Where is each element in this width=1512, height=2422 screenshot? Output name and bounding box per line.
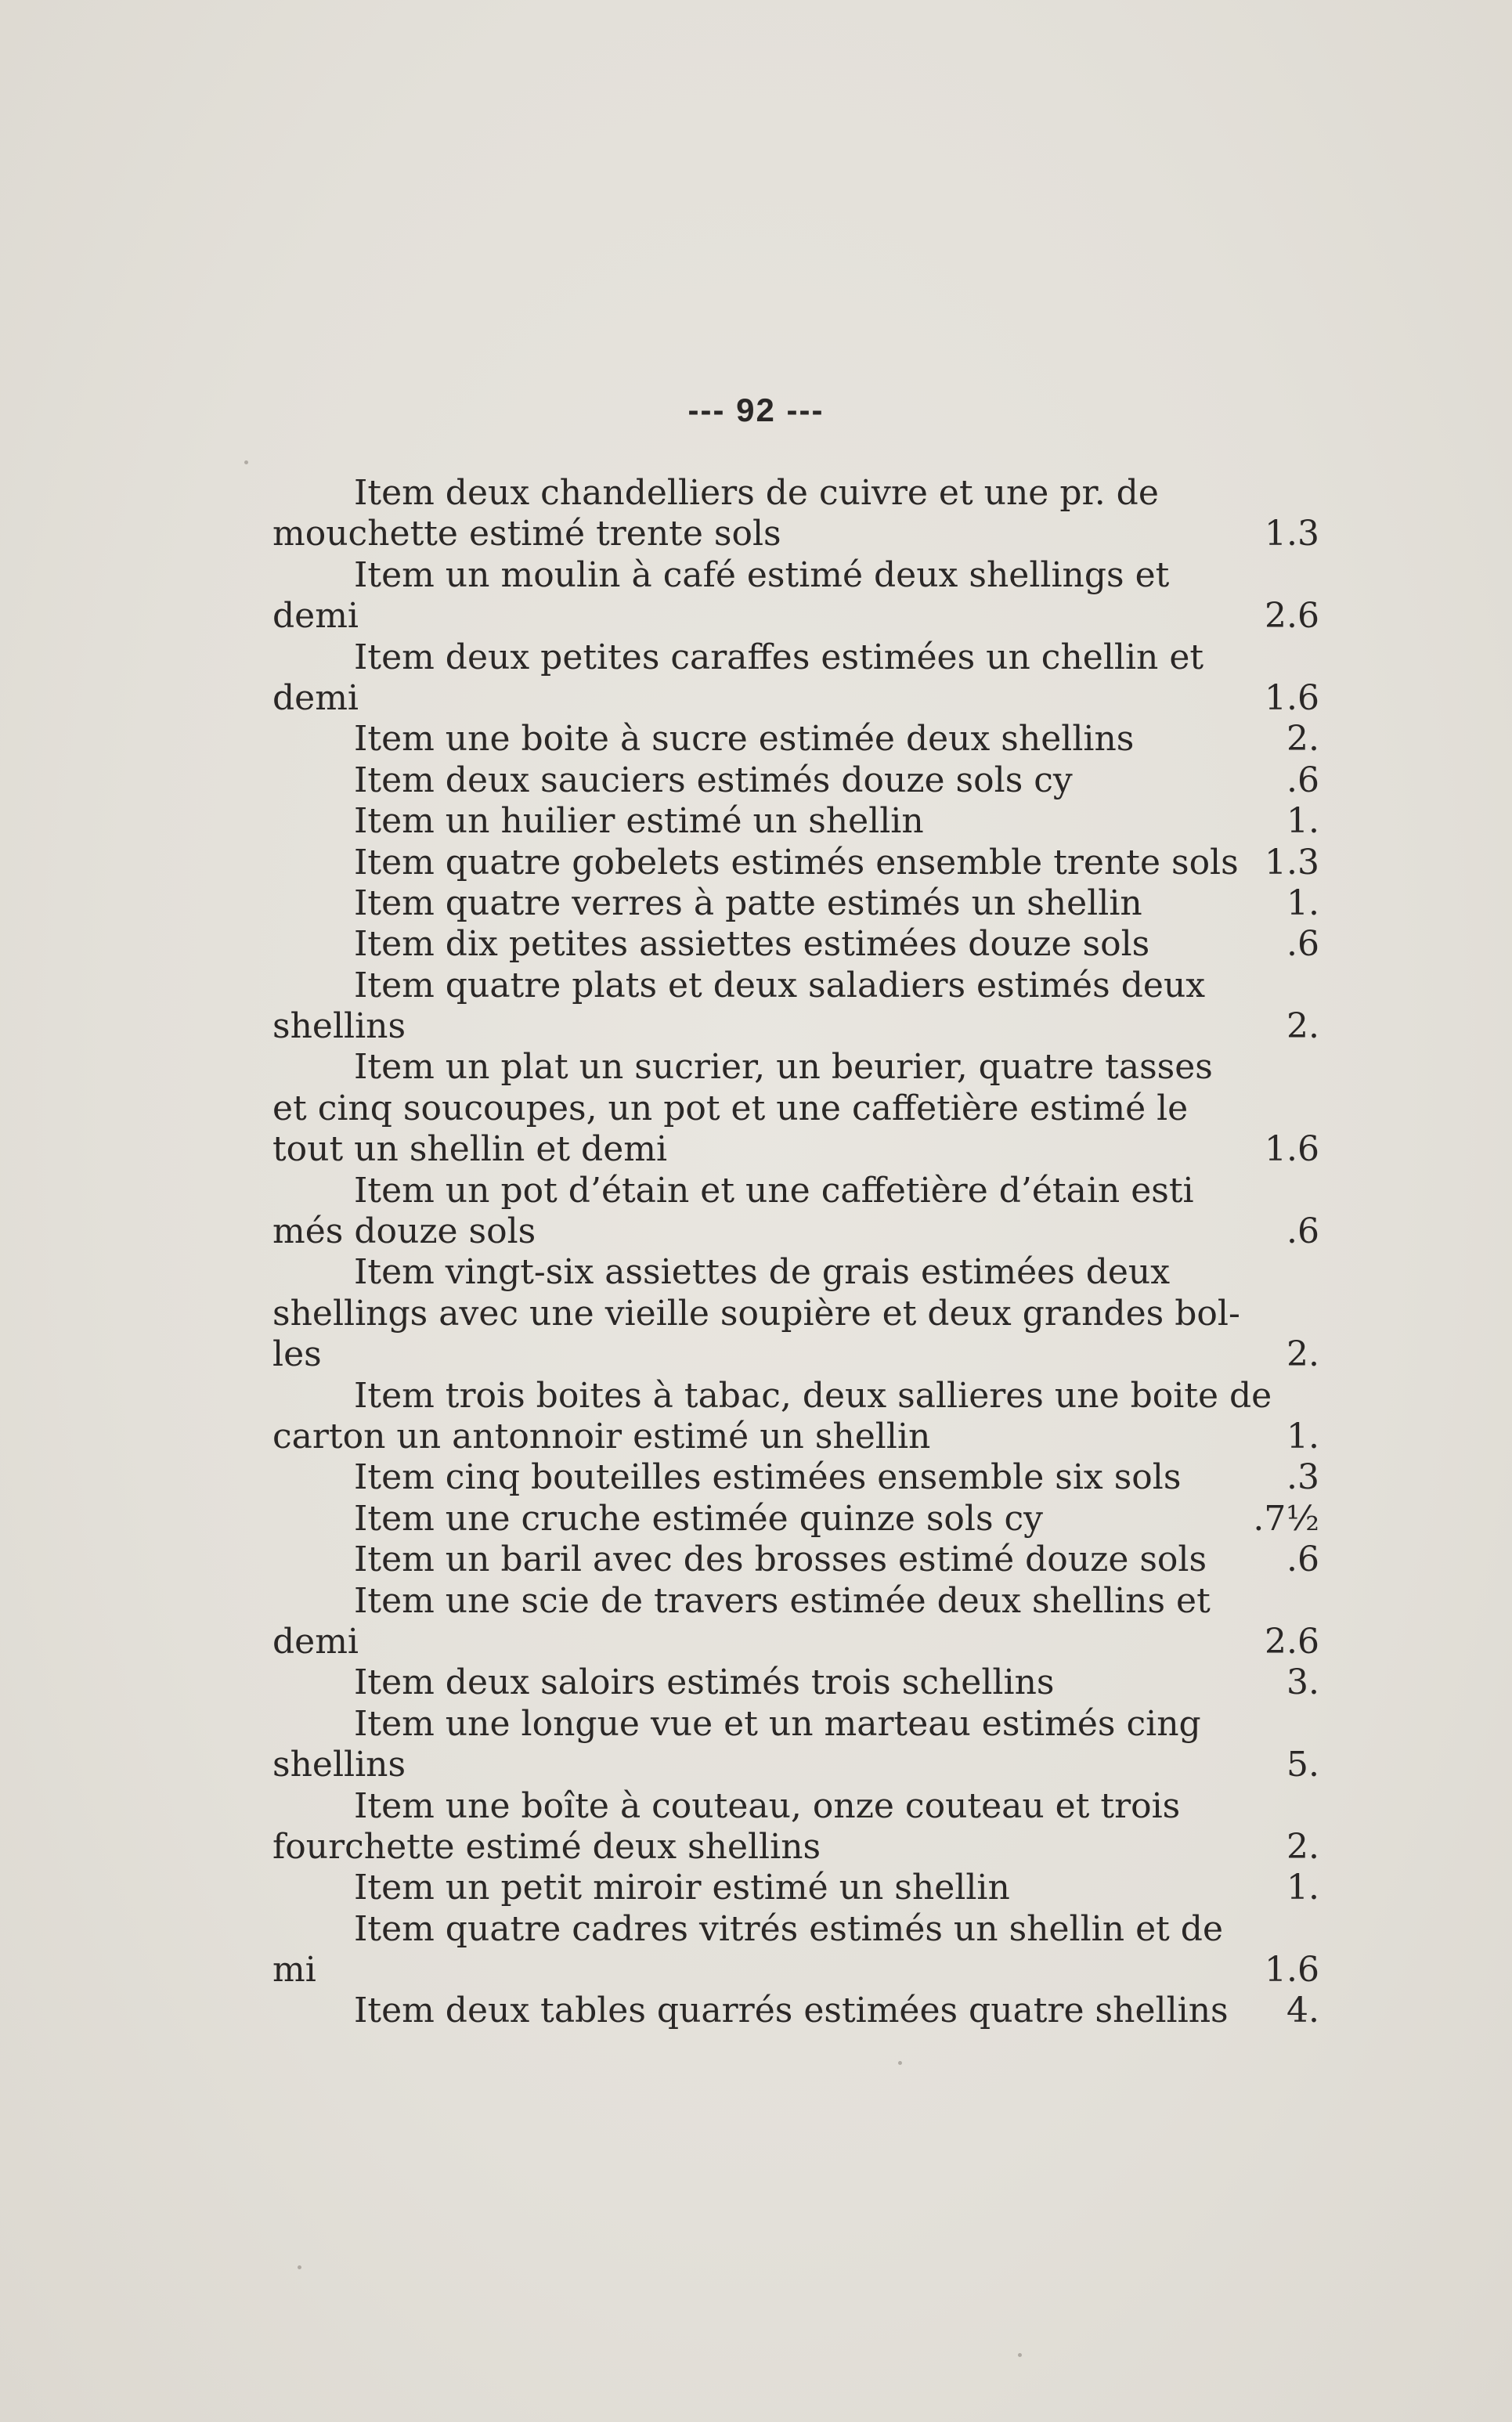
line-text: Item trois boites à tabac, deux sallieres une boite de xyxy=(354,1375,1272,1416)
inventory-line xyxy=(0,883,1512,924)
line-text: Item quatre cadres vitrés estimés un shellin et de xyxy=(354,1908,1223,1949)
paper-speck xyxy=(898,2061,902,2065)
inventory-line xyxy=(0,555,1512,596)
paper-speck xyxy=(1018,2353,1022,2357)
line-text: les xyxy=(272,1334,322,1375)
line-text: Item une boîte à couteau, onze couteau et trois xyxy=(354,1785,1181,1826)
inventory-line xyxy=(0,1334,1512,1375)
line-text: carton un antonnoir estimé un shellin xyxy=(272,1416,931,1456)
line-text: Item un pot d’étain et une caffetière d’étain esti xyxy=(354,1170,1194,1211)
inventory-line xyxy=(0,1662,1512,1703)
line-text: Item quatre gobelets estimés ensemble trente sols xyxy=(354,842,1239,883)
line-amount: 2. xyxy=(1286,719,1319,760)
line-amount: 1. xyxy=(1286,801,1319,842)
inventory-line xyxy=(0,1417,1512,1457)
line-text: Item un baril avec des brosses estimé douze sols xyxy=(354,1539,1207,1580)
inventory-line xyxy=(0,1868,1512,1908)
line-text: shellings avec une vieille soupière et deux grandes bol- xyxy=(272,1293,1240,1334)
line-text: Item une longue vue et un marteau estimés cing xyxy=(354,1703,1201,1744)
inventory-line xyxy=(0,1622,1512,1662)
inventory-line xyxy=(0,1950,1512,1991)
line-text: Item quatre verres à patte estimés un shellin xyxy=(354,883,1142,923)
inventory-line xyxy=(0,1129,1512,1170)
line-amount: .6 xyxy=(1286,1539,1319,1580)
line-text: Item dix petites assiettes estimées douze sols xyxy=(354,924,1150,965)
inventory-line xyxy=(0,1499,1512,1539)
inventory-line xyxy=(0,760,1512,801)
line-text: Item deux tables quarrés estimées quatre shellins xyxy=(354,1991,1229,2031)
inventory-line xyxy=(0,1088,1512,1129)
inventory-line xyxy=(0,719,1512,760)
line-amount: 1.3 xyxy=(1265,842,1319,883)
line-amount: 1. xyxy=(1286,883,1319,923)
line-text: Item quatre plats et deux saladiers estimés deux xyxy=(354,965,1206,1005)
line-amount: 5. xyxy=(1286,1745,1319,1785)
line-text: Item vingt-six assiettes de grais estimées deux xyxy=(354,1252,1171,1293)
line-amount: 1. xyxy=(1286,1868,1319,1908)
inventory-line xyxy=(0,801,1512,842)
line-text: mouchette estimé trente sols xyxy=(272,514,781,554)
paper-speck xyxy=(244,460,248,464)
inventory-line xyxy=(0,966,1512,1006)
line-amount: 1.6 xyxy=(1265,1129,1319,1170)
line-text: et cinq soucoupes, un pot et une caffetière estimé le xyxy=(272,1088,1189,1128)
line-text: fourchette estimé deux shellins xyxy=(272,1826,821,1867)
inventory-line xyxy=(0,1704,1512,1745)
line-amount: 1. xyxy=(1286,1416,1319,1456)
line-amount: .7½ xyxy=(1253,1498,1319,1539)
inventory-line xyxy=(0,1457,1512,1498)
paper-speck xyxy=(298,2265,301,2269)
inventory-entries xyxy=(0,473,1512,2032)
inventory-line xyxy=(0,1294,1512,1334)
inventory-line xyxy=(0,1252,1512,1293)
line-amount: 2. xyxy=(1286,1334,1319,1375)
line-text: shellins xyxy=(272,1745,406,1785)
line-text: shellins xyxy=(272,1006,406,1047)
line-amount: .6 xyxy=(1286,924,1319,965)
line-text: demi xyxy=(272,677,359,718)
line-text: Item une scie de travers estimée deux shellins et xyxy=(354,1580,1211,1621)
inventory-line xyxy=(0,1827,1512,1868)
inventory-line xyxy=(0,1211,1512,1252)
line-text: tout un shellin et demi xyxy=(272,1129,668,1170)
line-text: demi xyxy=(272,596,359,637)
line-text: Item un moulin à café estimé deux shellings et xyxy=(354,554,1170,595)
inventory-line xyxy=(0,1171,1512,1211)
inventory-line xyxy=(0,1991,1512,2031)
line-text: mi xyxy=(272,1950,316,1991)
line-amount: .3 xyxy=(1286,1457,1319,1498)
inventory-line xyxy=(0,1786,1512,1827)
line-amount: .6 xyxy=(1286,1211,1319,1252)
line-amount: 2.6 xyxy=(1265,1621,1319,1662)
line-amount: .6 xyxy=(1286,760,1319,800)
line-text: Item une boite à sucre estimée deux shellins xyxy=(354,719,1135,760)
line-text: demi xyxy=(272,1621,359,1662)
inventory-line xyxy=(0,637,1512,678)
line-amount: 2. xyxy=(1286,1006,1319,1047)
line-amount: 3. xyxy=(1286,1662,1319,1703)
line-text: Item un plat un sucrier, un beurier, quatre tasses xyxy=(354,1047,1213,1088)
line-amount: 4. xyxy=(1286,1991,1319,2031)
inventory-line xyxy=(0,1006,1512,1047)
line-amount: 1.6 xyxy=(1265,1950,1319,1991)
line-text: Item deux saloirs estimés trois schellins xyxy=(354,1662,1055,1703)
inventory-line xyxy=(0,1376,1512,1417)
line-text: Item une cruche estimée quinze sols cy xyxy=(354,1498,1044,1539)
line-text: més douze sols xyxy=(272,1211,536,1252)
line-amount: 2. xyxy=(1286,1826,1319,1867)
line-text: Item un huilier estimé un shellin xyxy=(354,801,924,842)
inventory-line xyxy=(0,843,1512,883)
line-text: Item cinq bouteilles estimées ensemble six sols xyxy=(354,1457,1182,1498)
inventory-line xyxy=(0,1909,1512,1950)
inventory-line xyxy=(0,1745,1512,1785)
inventory-line xyxy=(0,678,1512,719)
inventory-line xyxy=(0,924,1512,965)
page-number: --- 92 --- xyxy=(687,392,825,428)
inventory-line xyxy=(0,514,1512,554)
line-text: Item un petit miroir estimé un shellin xyxy=(354,1868,1010,1908)
inventory-line xyxy=(0,1581,1512,1622)
line-text: Item deux chandelliers de cuivre et une pr. de xyxy=(354,473,1159,513)
line-amount: 2.6 xyxy=(1265,596,1319,637)
inventory-line xyxy=(0,473,1512,514)
line-text: Item deux petites caraffes estimées un chellin et xyxy=(354,637,1204,677)
inventory-line xyxy=(0,596,1512,637)
line-text: Item deux sauciers estimés douze sols cy xyxy=(354,760,1073,800)
inventory-line xyxy=(0,1047,1512,1088)
line-amount: 1.6 xyxy=(1265,677,1319,718)
line-amount: 1.3 xyxy=(1265,514,1319,554)
inventory-line xyxy=(0,1539,1512,1580)
